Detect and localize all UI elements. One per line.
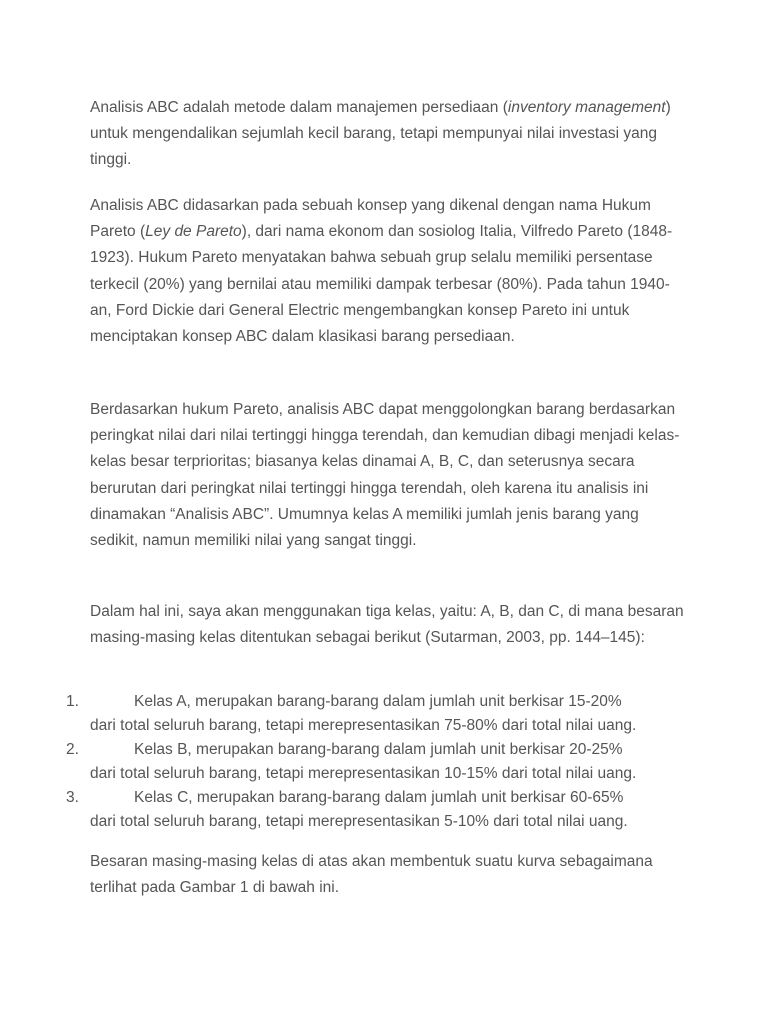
list-item-line1: Kelas B, merupakan barang-barang dalam jumlah unit berkisar 20-25% [134,741,623,758]
list-item-line2: dari total seluruh barang, tetapi merepresentasikan 10-15% dari total nilai uang. [90,765,637,782]
paragraph-closing: Besaran masing-masing kelas di atas akan membentuk suatu kurva sebagaimana terlihat pada Gambar 1 di bawah ini. [90,853,653,897]
paragraph-pareto-text-start: Analisis ABC didasarkan pada sebuah konsep yang dikenal dengan nama Hukum Pareto ( [90,197,651,241]
list-item-number: 2. [66,741,79,758]
paragraph-intro-italic-term: inventory management [507,99,666,116]
list-item-line1: Kelas C, merupakan barang-barang dalam jumlah unit berkisar 60-65% [134,789,624,806]
list-item [0,690,768,738]
list-item-line2: dari total seluruh barang, tetapi merepresentasikan 5-10% dari total nilai uang. [90,813,628,830]
paragraph-pareto-text-end: ), dari nama ekonom dan sosiolog Italia, Vilfredo Pareto (1848-1923). Hukum Pareto menyatakan bahwa sebuah grup selalu memiliki persentase terkecil (20%) yang bernilai atau memiliki dampak terbesar (80%). Pada tahun 1940-an, Ford Dickie dari General Electric mengembangkan konsep Pareto ini untuk menciptakan konsep ABC dalam klasikasi barang persediaan. [90,223,673,346]
list-item-line2: dari total seluruh barang, tetapi merepresentasikan 75-80% dari total nilai uang. [90,717,637,734]
paragraph-intro-text-start: Analisis ABC adalah metode dalam manajemen persediaan ( [90,99,508,116]
paragraph-three-classes: Dalam hal ini, saya akan menggunakan tiga kelas, yaitu: A, B, dan C, di mana besaran masing-masing kelas ditentukan sebagai berikut (Sutarman, 2003, pp. 144–145): [90,603,684,647]
list-item-number: 1. [66,693,79,710]
paragraph-intro-text-end: ) untuk mengendalikan sejumlah kecil barang, tetapi mempunyai nilai investasi yang tinggi. [90,99,671,169]
list-item [0,738,768,786]
paragraph-intro [90,95,690,174]
class-list [0,690,768,834]
paragraph-pareto [90,193,690,350]
list-item [0,786,768,834]
paragraph-classification: Berdasarkan hukum Pareto, analisis ABC dapat menggolongkan barang berdasarkan peringkat nilai dari nilai tertinggi hingga terendah, dan kemudian dibagi menjadi kelas-kelas besar terprioritas; biasanya kelas dinamai A, B, C, dan seterusnya secara berurutan dari peringkat nilai tertinggi hingga terendah, oleh karena itu analisis ini dinamakan “Analisis ABC”. Umumnya kelas A memiliki jumlah jenis barang yang sedikit, namun memiliki nilai yang sangat tinggi. [90,401,680,550]
list-item-line1: Kelas A, merupakan barang-barang dalam jumlah unit berkisar 15-20% [134,693,622,710]
list-item-number: 3. [66,789,79,806]
paragraph-pareto-italic-term: Ley de Pareto [145,223,242,241]
